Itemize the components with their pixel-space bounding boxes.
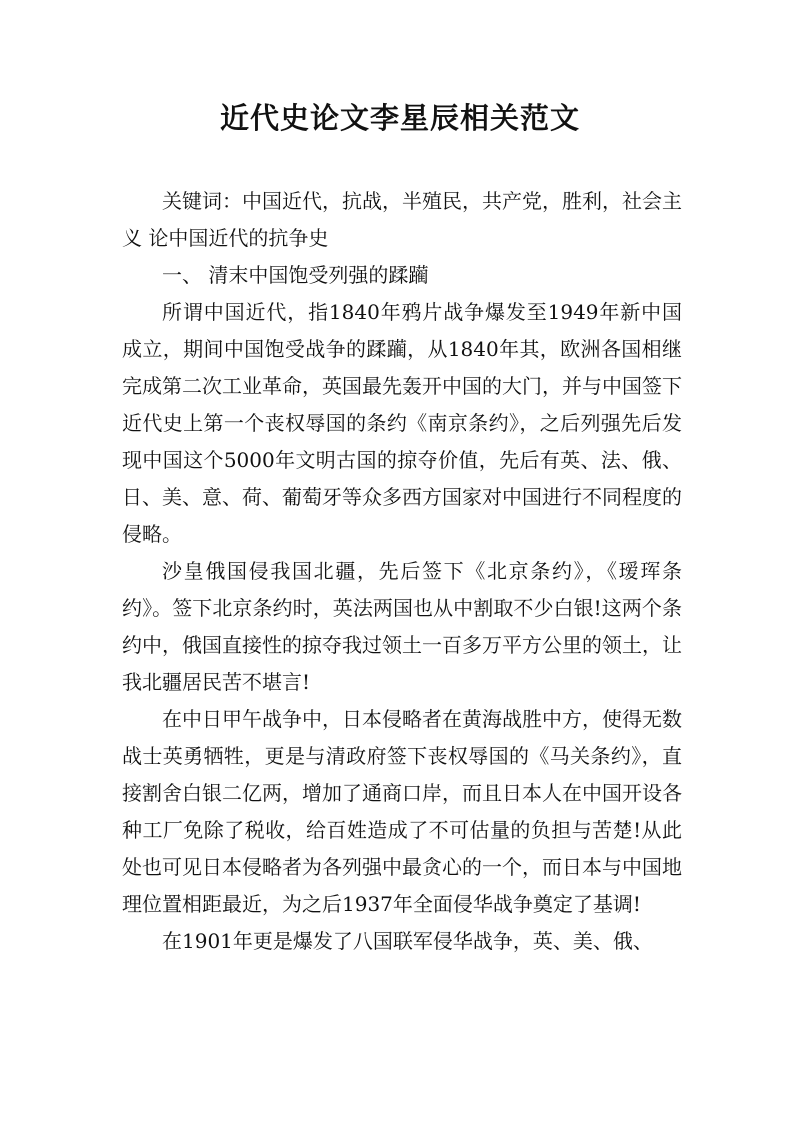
body-paragraph: 在1901年更是爆发了八国联军侵华战争，英、美、俄、 xyxy=(162,929,653,953)
document-title: 近代史论文李星辰相关范文 xyxy=(219,101,580,135)
body-paragraph: 在中日甲午战争中，日本侵略者在黄海战胜中方，使得无数战士英勇牺牲，更是与清政府签下丧权辱国的《马关条约》，直接割舍白银二亿两，增加了通商口岸，而且日本人在中国开设各种工厂免除了税收，给百姓造成了不可估量的负担与苦楚!从此处也可见日本侵略者为各列强中最贪心的一个，而日本与中国地理位置相距最近，为之后1937年全面侵华战争奠定了基调! xyxy=(122,707,682,916)
section-heading: 一、 清末中国饱受列强的蹂躏 xyxy=(162,263,429,287)
body-paragraph: 沙皇俄国侵我国北疆，先后签下《北京条约》，《瑷珲条约》。签下北京条约时，英法两国也从中割取不少白银!这两个条约中，俄国直接性的掠夺我过领土一百多万平方公里的领土，让我北疆居民苦不堪言! xyxy=(122,559,682,694)
body-paragraph: 所谓中国近代，指1840年鸦片战争爆发至1949年新中国成立，期间中国饱受战争的蹂躏，从1840年其，欧洲各国相继完成第二次工业革命，英国最先轰开中国的大门，并与中国签下近代史上第一个丧权辱国的条约《南京条约》，之后列强先后发现中国这个5000年文明古国的掠夺价值，先后有英、法、俄、日、美、意、荷、葡萄牙等众多西方国家对中国进行不同程度的侵略。 xyxy=(122,300,682,546)
keywords-paragraph: 关键词：中国近代，抗战，半殖民，共产党，胜利，社会主义 论中国近代的抗争史 xyxy=(122,189,682,250)
document-body xyxy=(122,183,682,960)
